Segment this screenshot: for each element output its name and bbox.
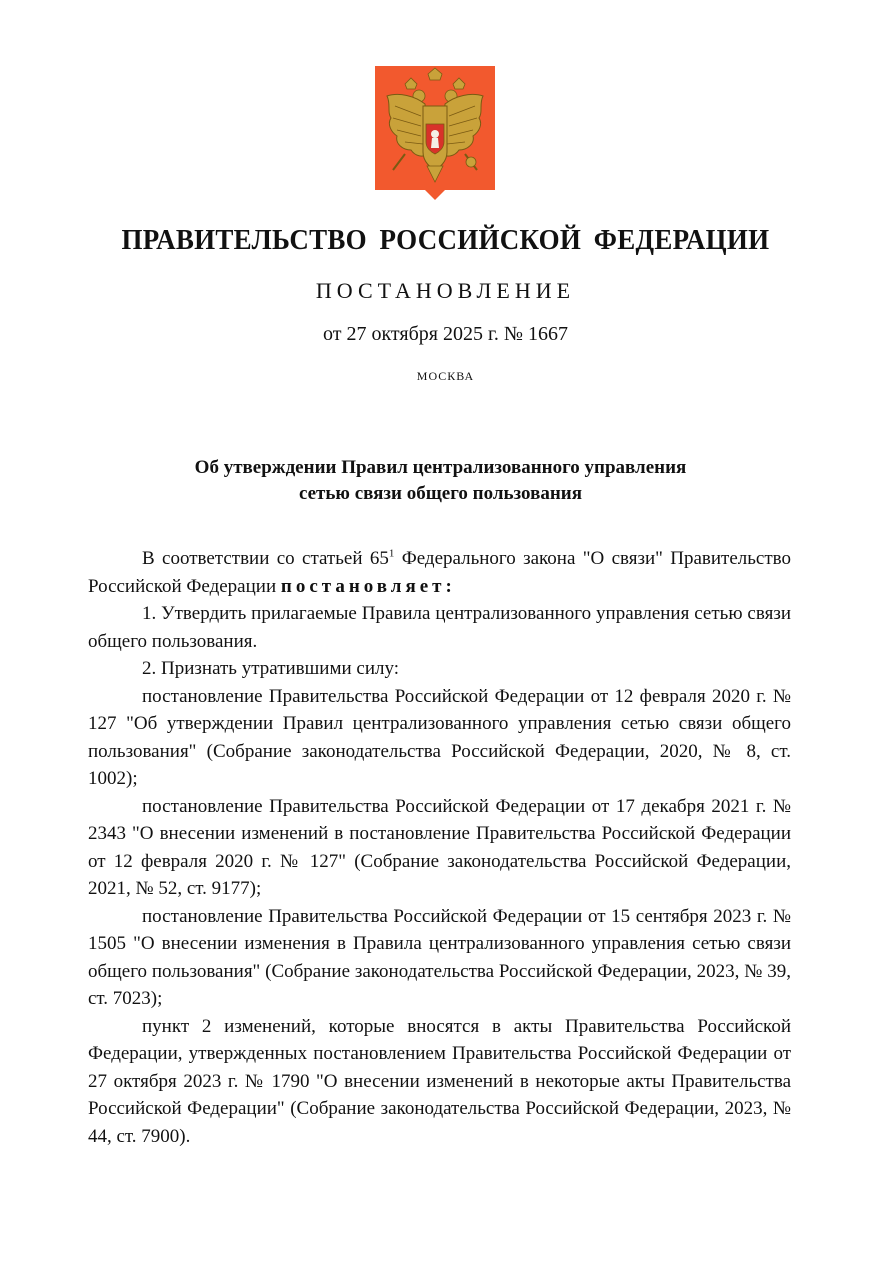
- decree-word: постановляет:: [280, 575, 456, 597]
- document-city: МОСКВА: [416, 369, 475, 383]
- subject-line-1: Об утверждении Правил централизованного управления: [194, 457, 687, 478]
- preamble-text-end: Федерального закона "О связи" Правительство Российской Федерации: [88, 548, 791, 597]
- item-1-paragraph: 1. Утвердить прилагаемые Правила централизованного управления сетью связи общего пользования.: [88, 603, 791, 652]
- item-2-paragraph: 2. Признать утратившими силу:: [142, 658, 399, 679]
- government-title: ПРАВИТЕЛЬСТВО РОССИЙСКОЙ ФЕДЕРАЦИИ: [121, 224, 770, 256]
- subject-line-2: сетью связи общего пользования: [298, 483, 583, 504]
- repealed-act-1: постановление Правительства Российской Федерации от 12 февраля 2020 г. № 127 "Об утверждении Правил централизованного управления сетью связи общего пользования" (Собрание законодательства Российской Федерации, 2020, № 8, ст. 1002);: [88, 685, 791, 789]
- coat-of-arms-icon: [375, 66, 495, 200]
- document-body: [88, 545, 791, 1150]
- document-subject: [90, 455, 791, 507]
- repealed-act-4: пункт 2 изменений, которые вносятся в акты Правительства Российской Федерации, утвержденных постановлением Правительства Российской Федерации от 27 октября 2023 г. № 1790 "О внесении изменений в некоторые акты Правительства Российской Федерации" (Собрание законодательства Российской Федерации, 2023, № 44, ст. 7900).: [88, 1015, 791, 1147]
- document-type: ПОСТАНОВЛЕНИЕ: [315, 278, 576, 303]
- repealed-act-3: постановление Правительства Российской Федерации от 15 сентября 2023 г. № 1505 "О внесении изменения в Правила централизованного управления сетью связи общего пользования" (Собрание законодательства Российской Федерации, 2023, № 39, ст. 7023);: [88, 905, 791, 1009]
- article-superscript: 1: [388, 547, 395, 560]
- document-date-number: от 27 октября 2025 г. № 1667: [322, 323, 568, 345]
- preamble-paragraph: [88, 545, 791, 600]
- repealed-act-2: постановление Правительства Российской Федерации от 17 декабря 2021 г. № 2343 "О внесении изменений в постановление Правительства Российской Федерации от 12 февраля 2020 г. № 127" (Собрание законодательства Российской Федерации, 2021, № 52, ст. 9177);: [88, 795, 791, 899]
- preamble-text-start: В соответствии со статьей 65: [142, 548, 389, 569]
